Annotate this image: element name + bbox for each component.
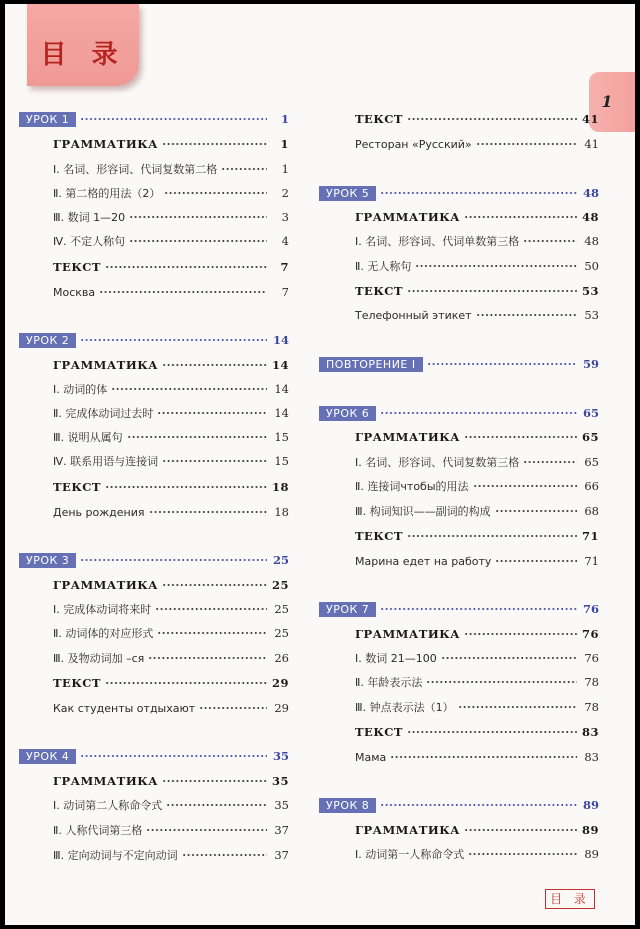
page-number: 1 bbox=[601, 92, 613, 111]
toc-entry-label: Телефонный этикет bbox=[355, 308, 472, 322]
toc-entry-page: 18 bbox=[271, 480, 289, 494]
toc-entry-sub[interactable] bbox=[355, 821, 599, 839]
dot-leader bbox=[407, 290, 577, 292]
toc-entry-page: 3 bbox=[281, 210, 289, 224]
toc-entry-label: ГРАММАТИКА bbox=[355, 210, 461, 224]
toc-entry-page: 65 bbox=[581, 430, 599, 444]
dot-leader bbox=[407, 535, 577, 537]
lesson-badge: УРОК 7 bbox=[319, 602, 376, 617]
dot-leader bbox=[105, 266, 267, 268]
toc-entry-lesson[interactable] bbox=[319, 600, 599, 618]
toc-entry-page: 37 bbox=[274, 823, 289, 837]
toc-entry-label: Ⅲ. 数词 1—20 bbox=[53, 211, 126, 224]
toc-entry-page: 41 bbox=[584, 137, 599, 151]
toc-entry-lesson[interactable] bbox=[19, 747, 289, 765]
toc-entry-label: Мама bbox=[355, 750, 387, 764]
toc-entry-page: 26 bbox=[274, 651, 289, 665]
toc-entry-label: Ⅲ. 钟点表示法（1） bbox=[355, 701, 454, 714]
toc-entry-label: Ⅰ. 动词的体 bbox=[53, 383, 108, 396]
lesson-badge: УРОК 3 bbox=[19, 553, 76, 568]
toc-entry-label: Ⅱ. 无人称句 bbox=[355, 260, 412, 273]
dot-leader bbox=[380, 608, 577, 610]
lesson-badge: УРОК 4 bbox=[19, 749, 76, 764]
dot-leader bbox=[162, 364, 267, 366]
dot-leader bbox=[80, 339, 267, 341]
toc-entry-item[interactable] bbox=[355, 649, 599, 667]
toc-entry-item[interactable] bbox=[355, 698, 599, 716]
dot-leader bbox=[162, 460, 267, 462]
toc-entry-label: Ⅲ. 说明从属句 bbox=[53, 431, 123, 444]
toc-entry-label: Ⅲ. 及物动词加 –ся bbox=[53, 652, 145, 665]
toc-entry-label: Ⅱ. 完成体动词过去时 bbox=[53, 407, 154, 420]
toc-entry-page: 25 bbox=[272, 553, 289, 567]
dot-leader bbox=[129, 240, 267, 242]
dot-leader bbox=[105, 682, 267, 684]
dot-leader bbox=[149, 511, 268, 513]
toc-entry-item[interactable] bbox=[355, 552, 599, 570]
toc-entry-item[interactable] bbox=[53, 160, 289, 178]
toc-entry-page: 76 bbox=[582, 602, 599, 616]
toc-entry-page: 71 bbox=[581, 529, 599, 543]
lesson-badge: УРОК 5 bbox=[319, 186, 376, 201]
dot-leader bbox=[157, 632, 267, 634]
toc-page bbox=[5, 4, 635, 925]
toc-entry-label: День рождения bbox=[53, 505, 145, 519]
dot-leader bbox=[157, 412, 267, 414]
toc-entry-sub[interactable] bbox=[355, 625, 599, 643]
dot-leader bbox=[523, 240, 577, 242]
toc-entry-page: 35 bbox=[274, 798, 289, 812]
toc-entry-page: 25 bbox=[274, 602, 289, 616]
toc-entry-sub[interactable] bbox=[355, 208, 599, 226]
dot-leader bbox=[148, 657, 267, 659]
toc-entry-page: 71 bbox=[584, 554, 599, 568]
dot-leader bbox=[464, 216, 577, 218]
dot-leader bbox=[166, 804, 267, 806]
lesson-badge: ПОВТОРЕНИЕ Ⅰ bbox=[319, 357, 423, 372]
toc-entry-item[interactable] bbox=[355, 306, 599, 324]
toc-entry-sub[interactable] bbox=[53, 135, 289, 153]
toc-entry-label: ГРАММАТИКА bbox=[355, 627, 461, 641]
toc-entry-item[interactable] bbox=[355, 748, 599, 766]
toc-entry-page: 15 bbox=[274, 454, 289, 468]
toc-entry-label: ТЕКСТ bbox=[355, 112, 403, 126]
toc-entry-label: Ⅰ. 名词、形容词、代词复数第三格 bbox=[355, 456, 520, 469]
toc-entry-page: 41 bbox=[581, 112, 599, 126]
toc-entry-sub[interactable] bbox=[355, 723, 599, 741]
toc-entry-label: Ⅰ. 动词第一人称命令式 bbox=[355, 848, 465, 861]
toc-entry-lesson[interactable] bbox=[19, 551, 289, 569]
toc-entry-page: 37 bbox=[274, 848, 289, 862]
dot-leader bbox=[380, 192, 577, 194]
toc-entry-label: ТЕКСТ bbox=[355, 284, 403, 298]
toc-entry-label: ГРАММАТИКА bbox=[53, 578, 159, 592]
toc-entry-page: 1 bbox=[280, 112, 289, 126]
lesson-badge: УРОК 8 bbox=[319, 798, 376, 813]
toc-entry-page: 1 bbox=[280, 137, 289, 151]
toc-entry-item[interactable] bbox=[355, 232, 599, 250]
toc-entry-sub[interactable] bbox=[53, 258, 289, 276]
toc-entry-label: Ⅱ. 年龄表示法 bbox=[355, 676, 423, 689]
dot-leader bbox=[380, 804, 577, 806]
toc-entry-lesson[interactable] bbox=[19, 331, 289, 349]
toc-entry-page: 48 bbox=[581, 210, 599, 224]
toc-entry-page: 89 bbox=[581, 823, 599, 837]
lesson-badge: УРОК 2 bbox=[19, 333, 76, 348]
toc-entry-item[interactable] bbox=[53, 283, 289, 301]
toc-entry-page: 25 bbox=[274, 626, 289, 640]
dot-leader bbox=[111, 388, 267, 390]
toc-entry-page: 15 bbox=[274, 430, 289, 444]
toc-entry-lesson[interactable] bbox=[319, 184, 599, 202]
page-title: 目 录 bbox=[40, 40, 126, 70]
toc-entry-item[interactable] bbox=[355, 845, 599, 863]
dot-leader bbox=[415, 265, 577, 267]
dot-leader bbox=[476, 143, 577, 145]
dot-leader bbox=[441, 657, 577, 659]
title-banner bbox=[27, 4, 139, 86]
toc-entry-label: Ⅲ. 构词知识——副词的构成 bbox=[355, 505, 491, 518]
toc-entry-page: 7 bbox=[280, 260, 289, 274]
toc-entry-page: 4 bbox=[281, 234, 289, 248]
dot-leader bbox=[155, 608, 267, 610]
toc-entry-sub[interactable] bbox=[355, 428, 599, 446]
dot-leader bbox=[80, 755, 267, 757]
toc-entry-page: 25 bbox=[271, 578, 289, 592]
toc-entry-item[interactable] bbox=[53, 404, 289, 422]
dot-leader bbox=[458, 706, 577, 708]
toc-entry-label: Ⅰ. 动词第二人称命令式 bbox=[53, 799, 163, 812]
toc-entry-label: Ⅳ. 不定人称句 bbox=[53, 235, 126, 248]
toc-entry-label: Ⅰ. 名词、形容词、代词单数第三格 bbox=[355, 235, 520, 248]
toc-entry-label: Как студенты отдыхают bbox=[53, 701, 196, 715]
toc-entry-sub[interactable] bbox=[53, 772, 289, 790]
toc-entry-sub[interactable] bbox=[53, 356, 289, 374]
toc-entry-label: ГРАММАТИКА bbox=[53, 774, 159, 788]
toc-entry-page: 53 bbox=[581, 284, 599, 298]
toc-entry-item[interactable] bbox=[53, 796, 289, 814]
toc-entry-item[interactable] bbox=[355, 135, 599, 153]
dot-leader bbox=[390, 756, 577, 758]
toc-entry-lesson[interactable] bbox=[319, 796, 599, 814]
toc-entry-item[interactable] bbox=[53, 600, 289, 618]
toc-entry-page: 78 bbox=[584, 700, 599, 714]
toc-entry-page: 76 bbox=[581, 627, 599, 641]
toc-entry-label: ГРАММАТИКА bbox=[355, 430, 461, 444]
toc-entry-item[interactable] bbox=[355, 673, 599, 691]
dot-leader bbox=[162, 584, 267, 586]
dot-leader bbox=[495, 510, 577, 512]
toc-entry-item[interactable] bbox=[53, 699, 289, 717]
toc-entry-item[interactable] bbox=[53, 208, 289, 226]
toc-entry-label: ТЕКСТ bbox=[53, 480, 101, 494]
dot-leader bbox=[476, 314, 577, 316]
toc-entry-page: 18 bbox=[274, 505, 289, 519]
toc-entry-item[interactable] bbox=[355, 453, 599, 471]
toc-entry-page: 66 bbox=[584, 479, 599, 493]
toc-entry-sub[interactable] bbox=[53, 576, 289, 594]
toc-entry-page: 1 bbox=[281, 162, 289, 176]
toc-entry-page: 14 bbox=[274, 382, 289, 396]
toc-entry-label: ГРАММАТИКА bbox=[355, 823, 461, 837]
dot-leader bbox=[182, 854, 267, 856]
toc-entry-page: 14 bbox=[274, 406, 289, 420]
dot-leader bbox=[146, 829, 267, 831]
toc-entry-page: 14 bbox=[272, 333, 289, 347]
toc-entry-page: 29 bbox=[271, 676, 289, 690]
toc-entry-item[interactable] bbox=[355, 257, 599, 275]
dot-leader bbox=[464, 829, 577, 831]
toc-entry-item[interactable] bbox=[355, 502, 599, 520]
toc-entry-page: 53 bbox=[584, 308, 599, 322]
toc-entry-item[interactable] bbox=[355, 477, 599, 495]
dot-leader bbox=[407, 731, 577, 733]
toc-entry-item[interactable] bbox=[53, 184, 289, 202]
dot-leader bbox=[99, 291, 267, 293]
toc-entry-label: Марина едет на работу bbox=[355, 554, 492, 568]
dot-leader bbox=[468, 853, 577, 855]
toc-entry-lesson[interactable] bbox=[319, 355, 599, 373]
toc-entry-item[interactable] bbox=[53, 428, 289, 446]
toc-entry-page: 65 bbox=[582, 406, 599, 420]
toc-entry-page: 76 bbox=[584, 651, 599, 665]
toc-entry-page: 65 bbox=[584, 455, 599, 469]
toc-entry-sub[interactable] bbox=[355, 110, 599, 128]
toc-entry-item[interactable] bbox=[53, 232, 289, 250]
toc-entry-label: ТЕКСТ bbox=[355, 725, 403, 739]
dot-leader bbox=[427, 363, 577, 365]
toc-entry-page: 78 bbox=[584, 675, 599, 689]
toc-entry-item[interactable] bbox=[53, 821, 289, 839]
dot-leader bbox=[162, 780, 267, 782]
toc-entry-label: Ⅰ. 名词、形容词、代词复数第二格 bbox=[53, 163, 218, 176]
toc-entry-lesson[interactable] bbox=[319, 404, 599, 422]
dot-leader bbox=[199, 707, 267, 709]
toc-entry-lesson[interactable] bbox=[19, 110, 289, 128]
toc-entry-label: ТЕКСТ bbox=[355, 529, 403, 543]
dot-leader bbox=[164, 192, 267, 194]
dot-leader bbox=[127, 436, 267, 438]
dot-leader bbox=[407, 118, 577, 120]
toc-entry-item[interactable] bbox=[53, 380, 289, 398]
dot-leader bbox=[426, 681, 577, 683]
dot-leader bbox=[464, 436, 577, 438]
toc-entry-label: Ⅱ. 第二格的用法（2） bbox=[53, 187, 161, 200]
dot-leader bbox=[129, 216, 267, 218]
toc-entry-label: Ⅱ. 动词体的对应形式 bbox=[53, 627, 154, 640]
dot-leader bbox=[523, 461, 577, 463]
footer-contents-link[interactable]: 目 录 bbox=[545, 889, 595, 909]
dot-leader bbox=[221, 168, 267, 170]
toc-entry-label: ТЕКСТ bbox=[53, 260, 101, 274]
toc-entry-page: 83 bbox=[581, 725, 599, 739]
toc-entry-label: Ⅳ. 联系用语与连接词 bbox=[53, 455, 159, 468]
toc-entry-page: 48 bbox=[582, 186, 599, 200]
dot-leader bbox=[380, 412, 577, 414]
toc-entry-page: 14 bbox=[271, 358, 289, 372]
toc-entry-page: 59 bbox=[582, 357, 599, 371]
dot-leader bbox=[473, 485, 577, 487]
toc-entry-page: 83 bbox=[584, 750, 599, 764]
toc-entry-page: 89 bbox=[584, 847, 599, 861]
dot-leader bbox=[495, 560, 577, 562]
toc-entry-page: 7 bbox=[281, 285, 289, 299]
toc-entry-page: 29 bbox=[274, 701, 289, 715]
toc-entry-label: ГРАММАТИКА bbox=[53, 358, 159, 372]
lesson-badge: УРОК 1 bbox=[19, 112, 76, 127]
toc-entry-page: 50 bbox=[584, 259, 599, 273]
toc-entry-sub[interactable] bbox=[355, 282, 599, 300]
toc-entry-item[interactable] bbox=[53, 452, 289, 470]
toc-entry-page: 48 bbox=[584, 234, 599, 248]
toc-entry-item[interactable] bbox=[53, 624, 289, 642]
dot-leader bbox=[162, 143, 267, 145]
dot-leader bbox=[105, 486, 267, 488]
dot-leader bbox=[464, 633, 577, 635]
toc-entry-item[interactable] bbox=[53, 846, 289, 864]
toc-entry-page: 89 bbox=[582, 798, 599, 812]
toc-entry-label: ГРАММАТИКА bbox=[53, 137, 159, 151]
toc-entry-label: Ⅱ. 连接词чтобы的用法 bbox=[355, 480, 469, 493]
toc-entry-label: Ресторан «Русский» bbox=[355, 137, 472, 151]
toc-entry-page: 68 bbox=[584, 504, 599, 518]
toc-entry-sub[interactable] bbox=[355, 527, 599, 545]
toc-entry-sub[interactable] bbox=[53, 674, 289, 692]
toc-entry-label: Ⅲ. 定向动词与不定向动词 bbox=[53, 849, 178, 862]
toc-entry-sub[interactable] bbox=[53, 478, 289, 496]
toc-entry-label: Ⅰ. 完成体动词将来时 bbox=[53, 603, 152, 616]
dot-leader bbox=[80, 118, 267, 120]
toc-entry-page: 35 bbox=[272, 749, 289, 763]
dot-leader bbox=[80, 559, 267, 561]
lesson-badge: УРОК 6 bbox=[319, 406, 376, 421]
toc-entry-label: Ⅰ. 数词 21—100 bbox=[355, 652, 437, 665]
toc-entry-page: 2 bbox=[281, 186, 289, 200]
toc-entry-label: ТЕКСТ bbox=[53, 676, 101, 690]
toc-entry-page: 35 bbox=[271, 774, 289, 788]
toc-entry-item[interactable] bbox=[53, 649, 289, 667]
toc-entry-label: Ⅱ. 人称代词第三格 bbox=[53, 824, 143, 837]
toc-entry-label: Москва bbox=[53, 285, 96, 299]
toc-entry-item[interactable] bbox=[53, 503, 289, 521]
